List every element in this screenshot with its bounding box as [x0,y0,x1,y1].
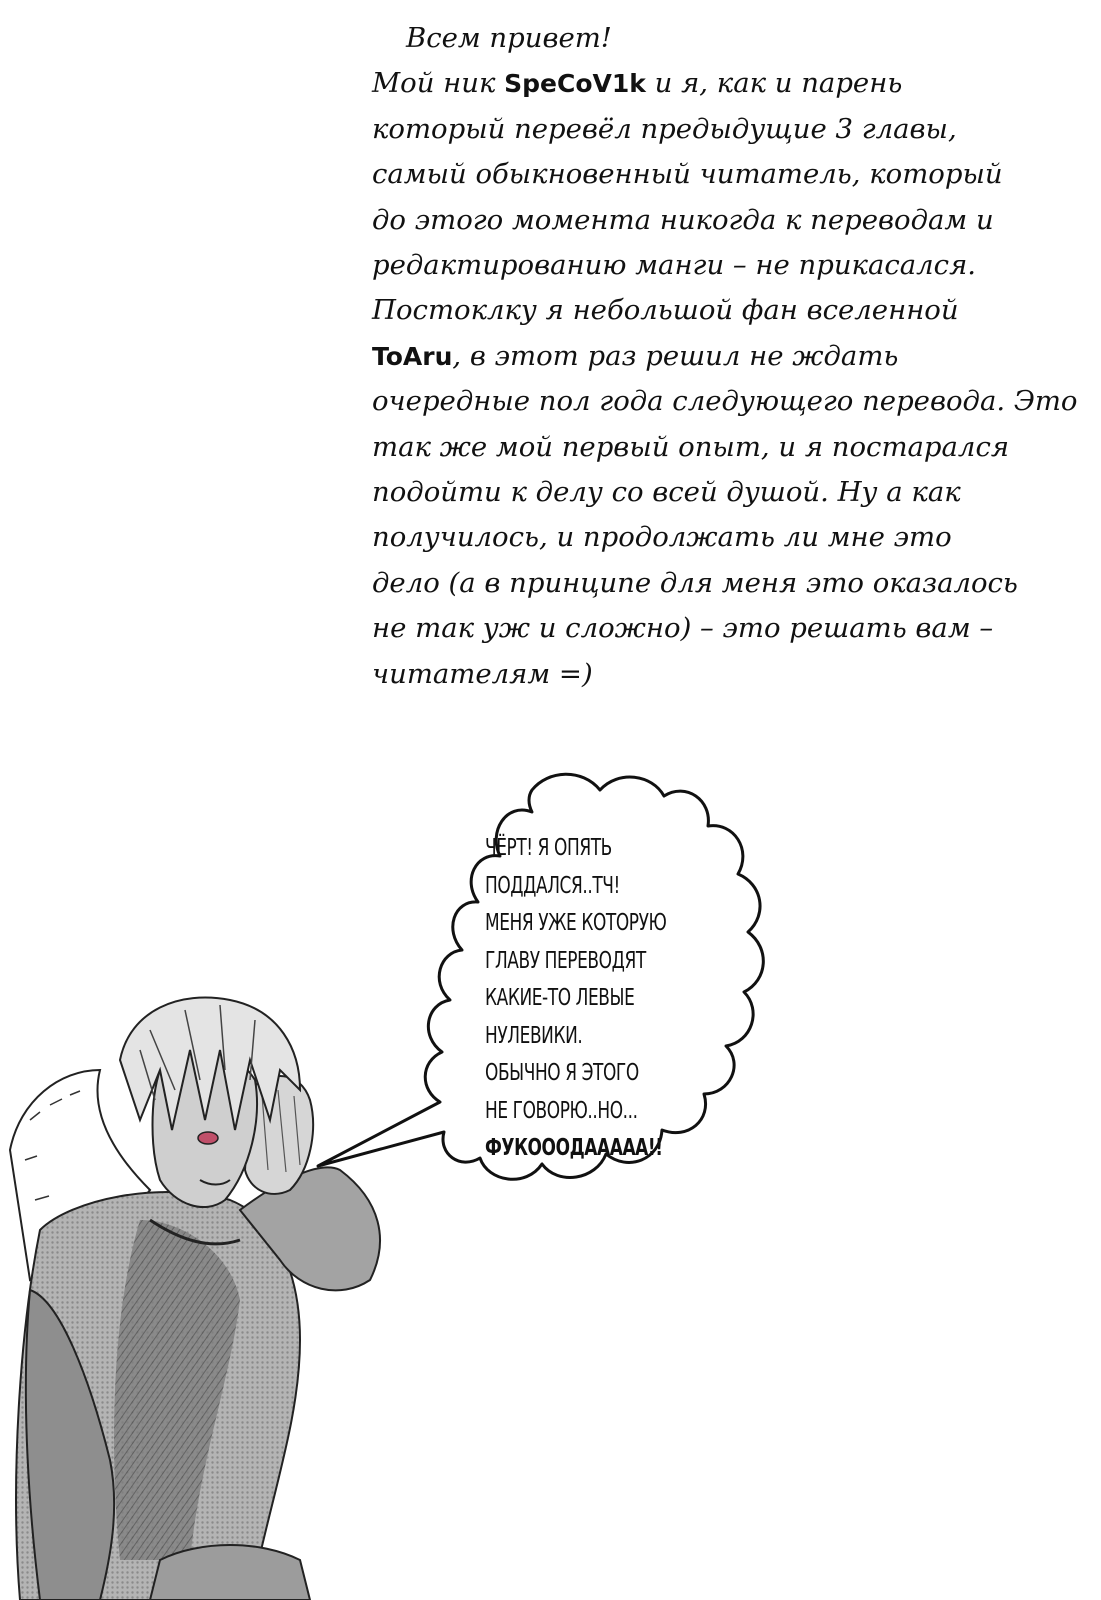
note-line: самый обыкновенный читатель, который [372,158,1003,191]
speech-bubble-text [485,830,745,1168]
translator-nick: SpeCoV1k [504,69,646,99]
bubble-line: НУЛЕВИКИ. [485,1022,583,1049]
bubble-line: МЕНЯ УЖЕ КОТОРУЮ [485,910,667,936]
note-line: так же мой первый опыт, и я постарался [372,430,1010,463]
note-line-series [372,334,1087,379]
note-line: Постоклку я небольшой фан вселенной [372,294,959,327]
note-line: очередные пол года следующего перевода. Это [372,385,1078,418]
bubble-line-shout: ФУКОООДААААА!! [485,1135,663,1161]
note-line: не так уж и сложно) – это решать вам – [372,612,994,645]
note-line: редактированию манги – не прикасался. [372,249,977,282]
note-line: до этого момента никогда к переводам и [372,203,994,236]
note-line: получилось, и продолжать ли мне это [372,521,952,554]
bubble-line: ПОДДАЛСЯ..ТЧ! [485,872,620,899]
note-line: читателям =) [372,657,593,690]
translator-note [372,16,1087,697]
bubble-line: НЕ ГОВОРЮ..НО... [485,1097,638,1124]
bubble-line: ОБЫЧНО Я ЭТОГО [485,1060,639,1086]
bubble-line: ГЛАВУ ПЕРЕВОДЯТ [485,947,646,974]
note-line: дело (а в принципе для меня это оказалось [372,566,1018,599]
greeting-text: Всем привет! [406,22,612,54]
bubble-line: ЧЁРТ! Я ОПЯТЬ [485,835,612,861]
note-line: который перевёл предыдущие 3 главы, [372,112,957,145]
nick-prefix: Мой ник [372,67,505,100]
manga-character [10,998,380,1600]
series-suffix: , в этот раз решил не ждать [452,339,899,372]
bubble-line: КАКИЕ-ТО ЛЕВЫЕ [485,985,635,1011]
note-line: подойти к делу со всей душой. Ну а как [372,476,961,509]
series-name: ToAru [372,341,453,371]
note-line-nick [372,61,1087,106]
nick-suffix: и я, как и парень [645,67,903,100]
